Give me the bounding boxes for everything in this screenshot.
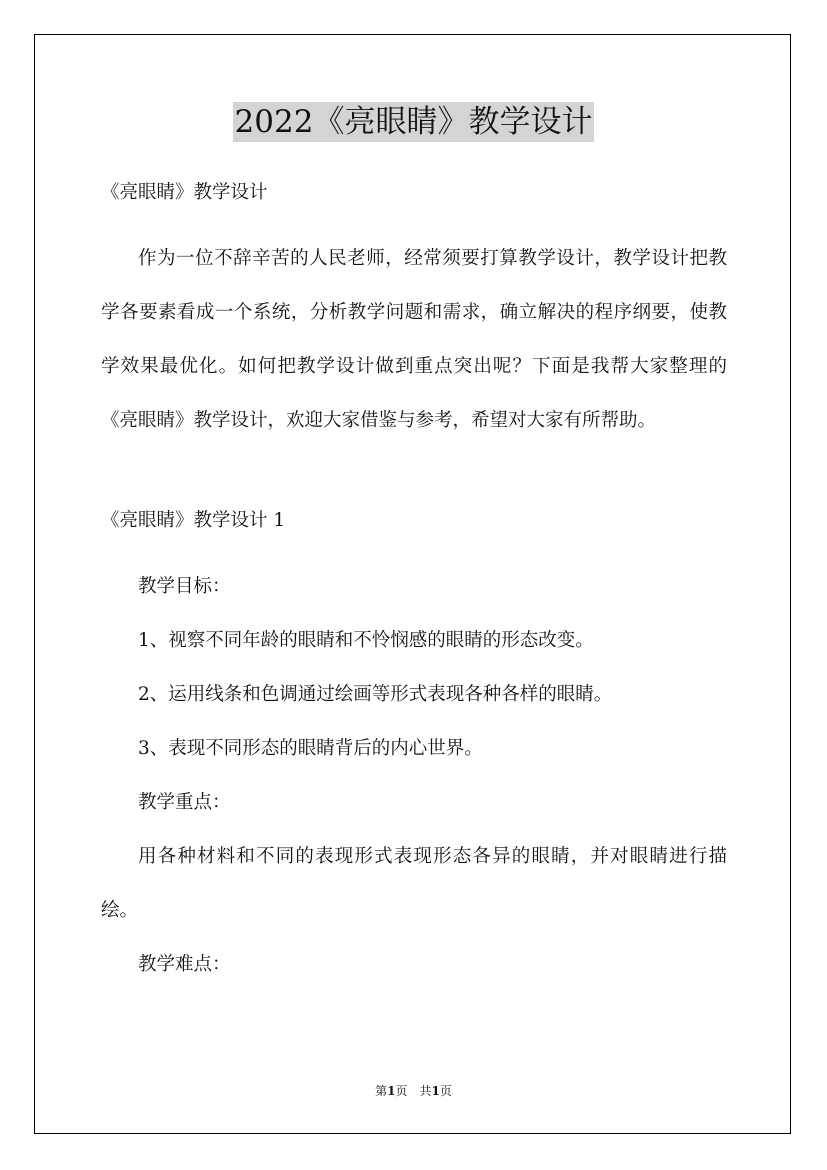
page-footer xyxy=(0,1083,827,1099)
difficulty-label: 教学难点： xyxy=(138,954,231,975)
intro-heading: 《亮眼睛》教学设计 xyxy=(101,182,268,203)
footer-suffix: 页 xyxy=(439,1084,452,1098)
goal-item: 1、视察不同年龄的眼睛和不怜悯感的眼睛的形态改变。 xyxy=(138,630,594,651)
title-container xyxy=(0,102,827,142)
goal-item: 3、表现不同形态的眼睛背后的内心世界。 xyxy=(138,738,483,759)
key-points-text: 用各种材料和不同的表现形式表现形态各异的眼睛，并对眼睛进行描绘。 xyxy=(101,846,727,921)
footer-prefix: 第 xyxy=(375,1084,388,1098)
goals-label: 教学目标： xyxy=(138,576,231,597)
footer-page-current: 1 xyxy=(387,1084,396,1098)
goal-item: 2、运用线条和色调通过绘画等形式表现各种各样的眼睛。 xyxy=(138,684,613,705)
document-title: 2022《亮眼睛》教学设计 xyxy=(234,104,593,140)
key-points-label: 教学重点： xyxy=(138,792,231,813)
document-body xyxy=(101,176,727,992)
footer-mid: 页 共 xyxy=(395,1084,432,1098)
intro-paragraph: 作为一位不辞辛苦的人民老师，经常须要打算教学设计，教学设计把教学各要素看成一个系统，分析教学问题和需求，确立解决的程序纲要，使教学效果最优化。如何把教学设计做到重点突出呢？下面是我帮大家整理的《亮眼睛》教学设计，欢迎大家借鉴与参考，希望对大家有所帮助。 xyxy=(101,248,727,431)
section-heading: 《亮眼睛》教学设计 1 xyxy=(101,510,286,531)
footer-page-total: 1 xyxy=(431,1084,440,1098)
